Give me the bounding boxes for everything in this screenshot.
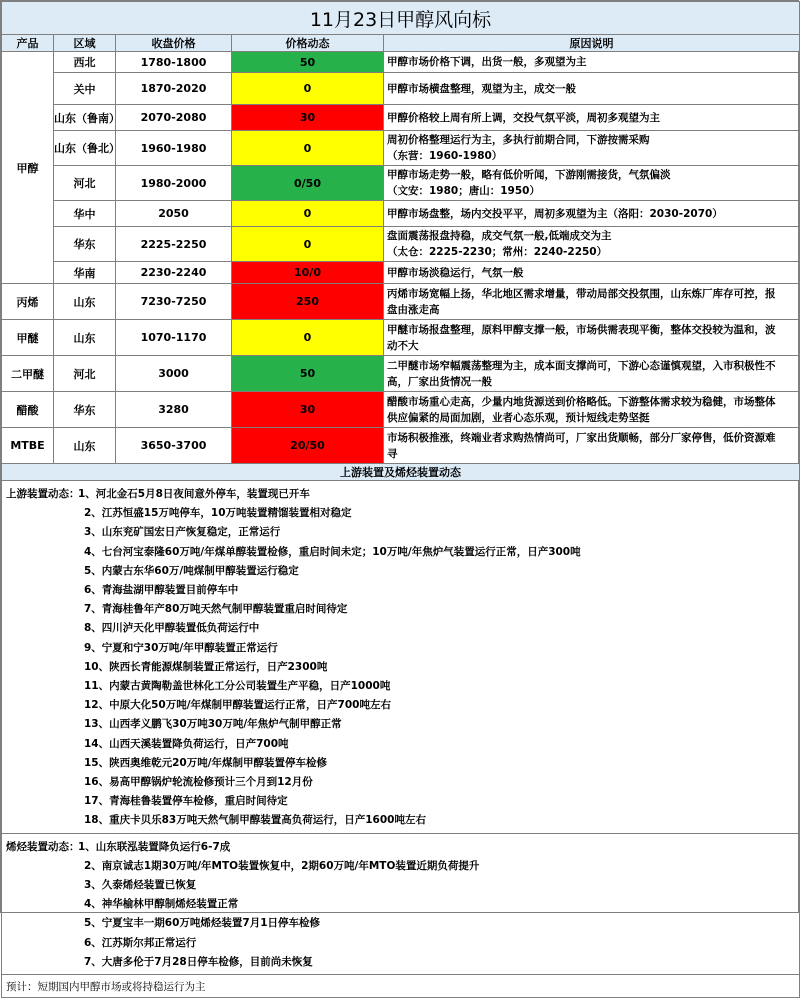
list-item-text: 7、大唐多伦于7月28日停车检修，目前尚未恢复	[84, 955, 313, 968]
upstream-list	[2, 481, 800, 834]
list-item-text: 2、江苏恒盛15万吨停车，10万吨装置精馏装置相对稳定	[84, 507, 352, 520]
list-item	[6, 485, 795, 504]
list-item-text: 13、山西孝义鹏飞30万吨30万吨/年焦炉气制甲醇正常	[84, 718, 342, 731]
list-item	[6, 696, 795, 715]
region-cell: 西北	[54, 52, 116, 73]
change-cell: 20/50	[232, 428, 384, 464]
price-cell: 2050	[116, 201, 232, 227]
list-item-text: 15、陕西奥维乾元20万吨/年煤制甲醇装置停车检修	[84, 756, 328, 769]
page-title: 11月23日甲醇风向标	[2, 2, 800, 35]
list-item-text: 7、青海桂鲁年产80万吨天然气制甲醇装置重启时间待定	[84, 603, 348, 616]
region-cell: 华中	[54, 201, 116, 227]
price-cell: 1780-1800	[116, 52, 232, 73]
list-item	[6, 677, 795, 696]
list-item-text: 18、重庆卡贝乐83万吨天然气制甲醇装置高负荷运行，日产1600吨左右	[84, 814, 426, 827]
table-row	[2, 392, 800, 428]
price-cell: 3650-3700	[116, 428, 232, 464]
reason-cell	[384, 131, 800, 166]
list-item	[6, 504, 795, 523]
region-cell: 河北	[54, 356, 116, 392]
table-row	[2, 227, 800, 262]
region-cell: 山东	[54, 284, 116, 320]
reason-cell	[384, 73, 800, 105]
reason-line: （东营：1960-1980）	[387, 150, 503, 162]
list-item-text: 10、陕西长青能源煤制装置正常运行，日产2300吨	[84, 660, 328, 673]
table-row	[2, 201, 800, 227]
title-row	[2, 2, 800, 35]
reason-line: 市场积极推涨，终端业者求购热情尚可，厂家出货顺畅，部分厂家停售，低价资源难	[387, 431, 776, 444]
list-item	[6, 543, 795, 562]
reason-cell	[384, 52, 800, 73]
reason-cell	[384, 166, 800, 201]
list-item	[6, 934, 795, 953]
price-cell: 1960-1980	[116, 131, 232, 166]
change-cell: 0	[232, 201, 384, 227]
change-cell: 0/50	[232, 166, 384, 201]
reason-line: 盘由涨走高	[387, 303, 440, 316]
header-product: 产品	[2, 35, 54, 52]
list-item	[6, 811, 795, 830]
list-item-text: 4、七台河宝泰隆60万吨/年煤单醇装置检修，重启时间未定；10万吨/年焦炉气装置运行正常，日产300吨	[84, 545, 581, 558]
reason-line: 甲醇市场走势一般，略有低价听闻，下游刚需接货，气氛偏淡	[387, 169, 671, 181]
table-row	[2, 73, 800, 105]
upstream-block-row	[2, 481, 800, 834]
olefin-block-row	[2, 833, 800, 974]
list-item-text: 17、青海桂鲁装置停车检修，重启时间待定	[84, 795, 288, 808]
list-item-text: 5、内蒙古东华60万/吨煤制甲醇装置运行稳定	[84, 564, 299, 577]
reason-line: 盘面震荡报盘持稳，成交气氛一般,低端成交为主	[387, 230, 612, 242]
olefin-list	[2, 833, 800, 974]
header-price: 收盘价格	[116, 35, 232, 52]
list-item	[6, 876, 795, 895]
header-reason: 原因说明	[384, 35, 800, 52]
list-item	[6, 792, 795, 811]
product-acetic-acid: 醋酸	[2, 392, 54, 428]
list-item-text: 2、南京诚志1期30万吨/年MTO装置恢复中，2期60万吨/年MTO装置近期负荷提升	[84, 859, 480, 872]
table-row	[2, 284, 800, 320]
list-item-text: 14、山西天溪装置降负荷运行，日产700吨	[84, 737, 289, 750]
reason-line: 醋酸市场重心走高，少量内地货源送到价格略低。下游整体需求较为稳健，市场整体	[387, 395, 776, 408]
list-item	[6, 523, 795, 542]
change-cell: 30	[232, 105, 384, 131]
price-table	[1, 1, 800, 998]
reason-cell	[384, 262, 800, 284]
reason-line: 供应偏紧的局面加剧，业者心态乐观，预计短线走势坚挺	[387, 411, 650, 424]
product-dme: 甲醚	[2, 320, 54, 356]
list-item	[6, 639, 795, 658]
list-item	[6, 581, 795, 600]
product-mtbe: MTBE	[2, 428, 54, 464]
list-item	[6, 754, 795, 773]
reason-line: 周初价格整理运行为主，多执行前期合同，下游按需采购	[387, 134, 650, 146]
price-cell: 7230-7250	[116, 284, 232, 320]
list-item-text: 11、内蒙古黄陶勒盖世林化工分公司装置生产平稳，日产1000吨	[84, 680, 391, 693]
price-cell: 2225-2250	[116, 227, 232, 262]
upstream-lead: 上游装置动态：	[6, 488, 80, 500]
region-cell: 山东（鲁北）	[54, 131, 116, 166]
reason-line: 高，厂家出货情况一般	[387, 375, 492, 388]
reason-cell	[384, 227, 800, 262]
list-item	[6, 838, 795, 857]
list-item-text: 4、神华榆林甲醇制烯烃装置正常	[84, 898, 239, 911]
reason-line: 甲醚市场报盘整理，原料甲醇支撑一般，市场供需表现平衡，整体交投较为温和，波	[387, 323, 776, 336]
price-cell: 3280	[116, 392, 232, 428]
reason-line: （文安：1980；唐山：1950）	[387, 185, 540, 197]
region-cell: 华南	[54, 262, 116, 284]
list-item	[6, 953, 795, 972]
list-item-text: 3、山东兖矿国宏日产恢复稳定，正常运行	[84, 526, 281, 539]
header-change: 价格动态	[232, 35, 384, 52]
table-row	[2, 105, 800, 131]
list-item-text: 8、四川泸天化甲醇装置低负荷运行中	[84, 622, 260, 635]
table-row	[2, 320, 800, 356]
reason-line: 甲醇市场横盘整理，观望为主，成交一般	[387, 82, 576, 95]
table-row	[2, 52, 800, 73]
reason-line: 二甲醚市场窄幅震荡整理为主，成本面支撑尚可，下游心态谨慎观望，入市积极性不	[387, 359, 776, 372]
price-cell: 2070-2080	[116, 105, 232, 131]
price-cell: 1870-2020	[116, 73, 232, 105]
reason-line: 甲醇市场淡稳运行，气氛一般	[387, 266, 524, 279]
list-item-text: 9、宁夏和宁30万吨/年甲醇装置正常运行	[84, 641, 278, 654]
list-item-text: 1、河北金石5月8日夜间意外停车，装置现已开车	[78, 488, 310, 500]
list-item	[6, 914, 795, 933]
reason-cell	[384, 284, 800, 320]
list-item-text: 6、江苏斯尔邦正常运行	[84, 936, 197, 949]
reason-line: 甲醇价格较上周有所上调，交投气氛平淡，周初多观望为主	[387, 111, 660, 124]
reason-cell	[384, 201, 800, 227]
list-item	[6, 773, 795, 792]
change-cell: 0	[232, 131, 384, 166]
change-cell: 10/0	[232, 262, 384, 284]
product-propylene: 丙烯	[2, 284, 54, 320]
reason-line: 甲醇市场盘整，场内交投平平，周初多观望为主（洛阳：2030-2070）	[387, 207, 723, 220]
reason-line: 动不大	[387, 339, 419, 352]
header-row	[2, 35, 800, 52]
reason-line: 寻	[387, 447, 398, 460]
list-item-text: 12、中原大化50万吨/年煤制甲醇装置运行正常，日产700吨左右	[84, 699, 391, 712]
list-item-text: 1、山东联泓装置降负运行6-7成	[78, 840, 231, 853]
change-cell: 50	[232, 52, 384, 73]
product-methanol: 甲醇	[2, 52, 54, 284]
list-item	[6, 658, 795, 677]
reason-cell	[384, 320, 800, 356]
list-item-text: 3、久泰烯烃装置已恢复	[84, 879, 197, 892]
region-cell: 山东	[54, 320, 116, 356]
product-dimethyl-ether: 二甲醚	[2, 356, 54, 392]
reason-cell	[384, 392, 800, 428]
change-cell: 250	[232, 284, 384, 320]
upstream-section-title: 上游装置及烯烃装置动态	[2, 464, 800, 481]
change-cell: 0	[232, 320, 384, 356]
list-item	[6, 857, 795, 876]
change-cell: 50	[232, 356, 384, 392]
region-cell: 关中	[54, 73, 116, 105]
table-row	[2, 166, 800, 201]
region-cell: 山东	[54, 428, 116, 464]
list-item	[6, 735, 795, 754]
list-item	[6, 562, 795, 581]
upstream-header-row	[2, 464, 800, 481]
table-row	[2, 428, 800, 464]
change-cell: 30	[232, 392, 384, 428]
reason-cell	[384, 105, 800, 131]
price-cell: 1070-1170	[116, 320, 232, 356]
table-row	[2, 356, 800, 392]
reason-line: 丙烯市场宽幅上扬，华北地区需求增量，带动局部交投氛围，山东炼厂库存可控，报	[387, 287, 776, 300]
list-item-text: 5、宁夏宝丰一期60万吨烯烃装置7月1日停车检修	[84, 917, 321, 930]
region-cell: 华东	[54, 392, 116, 428]
reason-line: 甲醇市场价格下调，出货一般，多观望为主	[387, 56, 587, 68]
list-item-text: 16、易高甲醇锅炉轮流检修预计三个月到12月份	[84, 776, 313, 789]
change-cell: 0	[232, 73, 384, 105]
price-cell: 2230-2240	[116, 262, 232, 284]
region-cell: 山东（鲁南）	[54, 105, 116, 131]
reason-cell	[384, 428, 800, 464]
change-cell: 0	[232, 227, 384, 262]
list-item	[6, 895, 795, 914]
price-cell: 3000	[116, 356, 232, 392]
olefin-lead: 烯烃装置动态：	[6, 840, 80, 853]
list-item-text: 6、青海盐湖甲醇装置目前停车中	[84, 584, 239, 597]
table-row	[2, 131, 800, 166]
forecast-row	[2, 975, 800, 998]
list-item	[6, 715, 795, 734]
list-item	[6, 600, 795, 619]
header-region: 区域	[54, 35, 116, 52]
forecast-text: 预计：短期国内甲醇市场或将持稳运行为主	[2, 975, 800, 998]
price-cell: 1980-2000	[116, 166, 232, 201]
list-item	[6, 619, 795, 638]
reason-cell	[384, 356, 800, 392]
reason-line: （太仓：2225-2230；常州：2240-2250）	[387, 246, 608, 258]
table-row	[2, 262, 800, 284]
region-cell: 河北	[54, 166, 116, 201]
region-cell: 华东	[54, 227, 116, 262]
